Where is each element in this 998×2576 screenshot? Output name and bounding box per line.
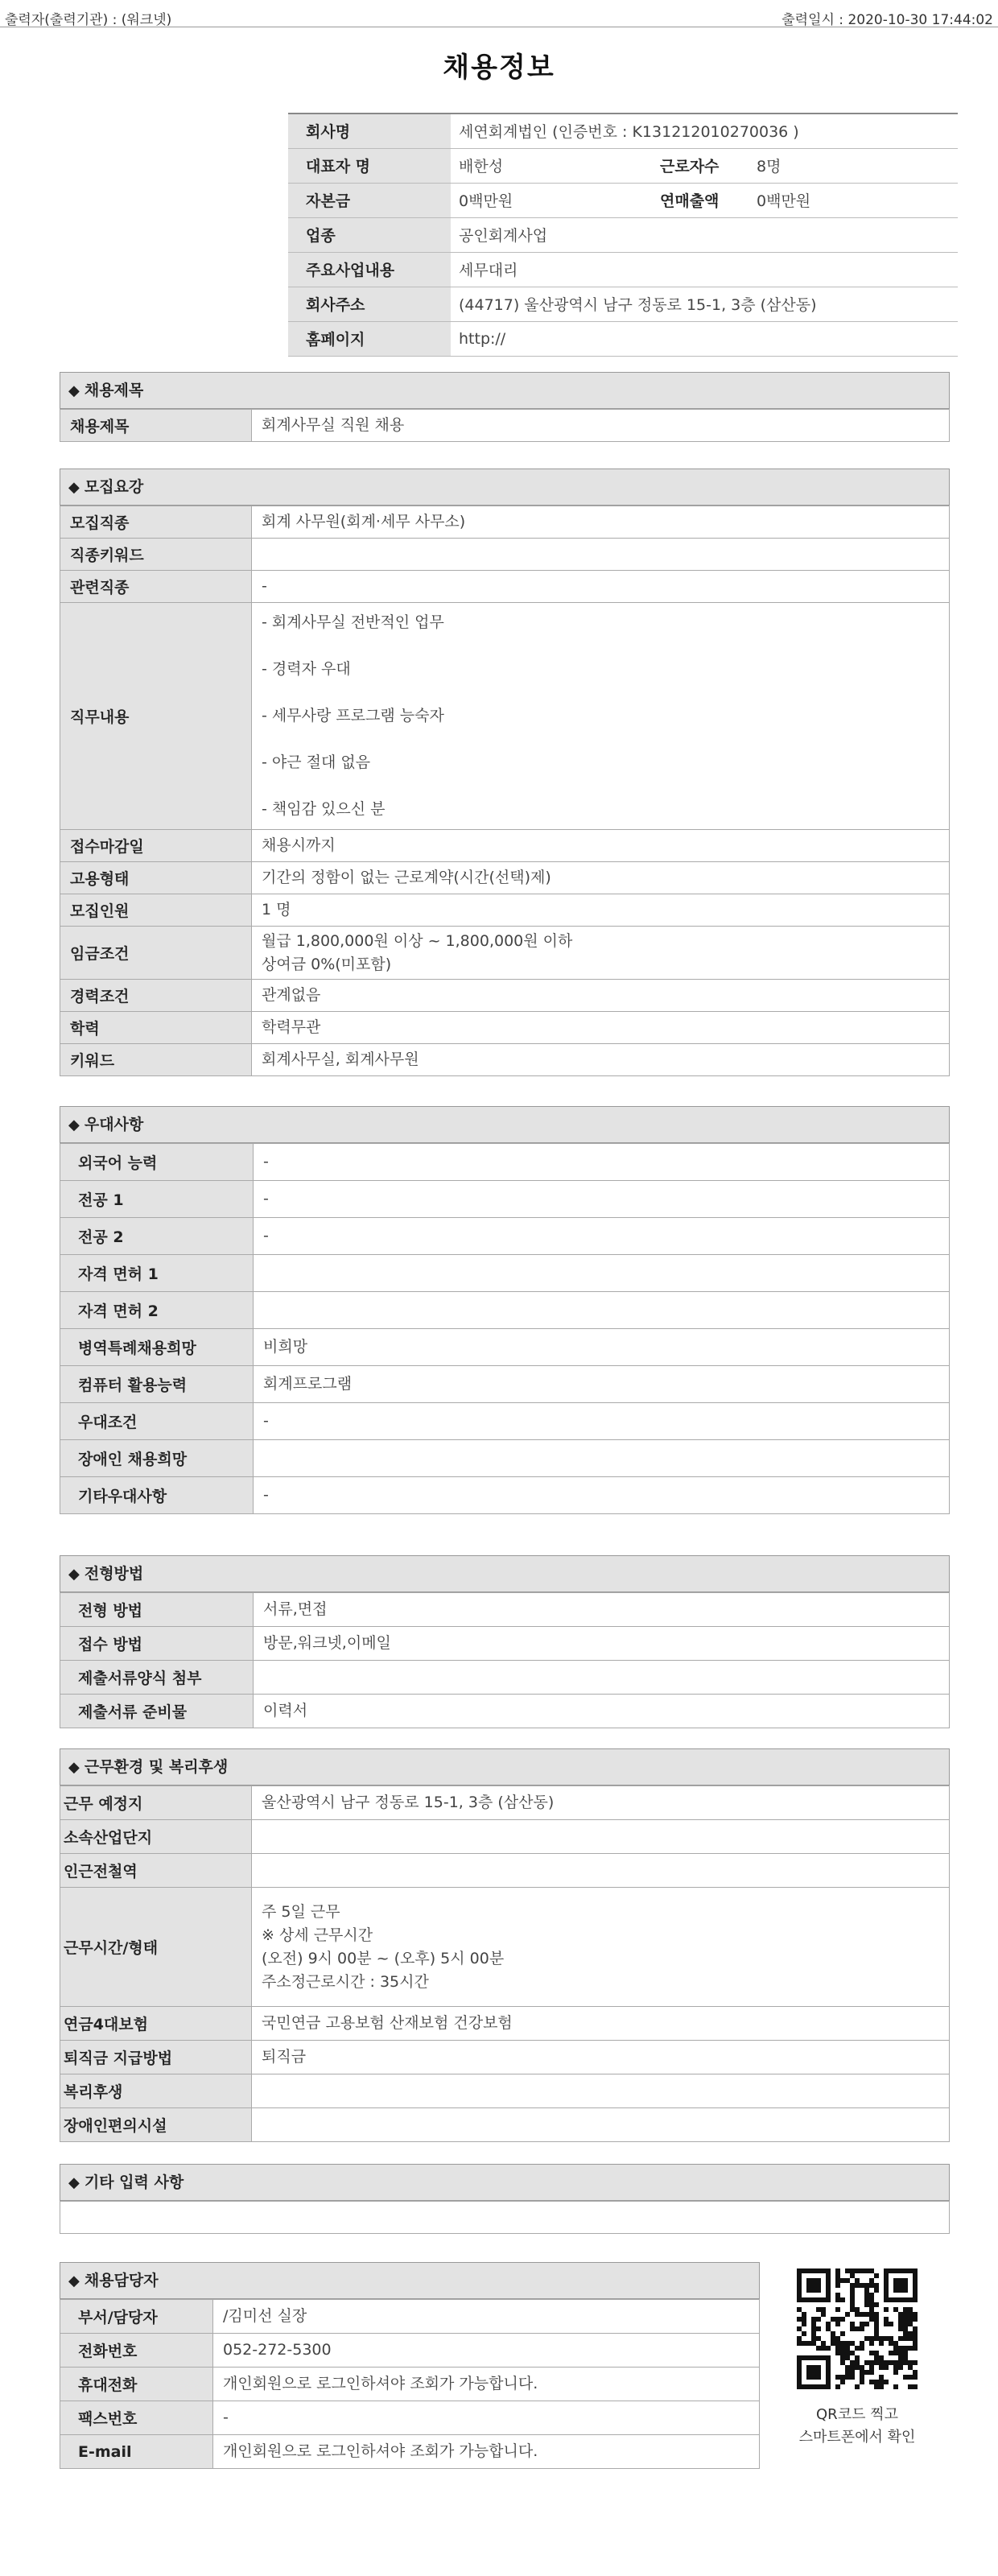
capital-label: 자본금 [288, 183, 451, 217]
print-datetime: 출력일시 : 2020-10-30 17:44:02 [781, 12, 993, 28]
method-label: 접수 방법 [60, 1627, 254, 1661]
workers-label: 근로자수 [652, 148, 748, 183]
company-info-table [288, 113, 958, 357]
diamond-icon: ◆ [68, 2273, 80, 2289]
workers-value: 8명 [748, 148, 958, 183]
env-row [60, 1820, 950, 1854]
method-row [60, 1661, 950, 1695]
recruit-value [252, 539, 950, 571]
industry-value: 공인회계사업 [451, 217, 958, 252]
recruit-label: 학력 [60, 1012, 252, 1044]
contact-section [60, 2262, 760, 2469]
env-value [252, 1820, 950, 1854]
recruit-value: 월급 1,800,000원 이상 ~ 1,800,000원 이하 상여금 0%(미포함) [252, 927, 950, 980]
preference-row [60, 1329, 950, 1366]
job-title-section [60, 372, 950, 442]
diamond-icon: ◆ [68, 479, 80, 496]
method-label: 전형 방법 [60, 1593, 254, 1627]
contact-row [60, 2368, 760, 2401]
contact-value: 개인회원으로 로그인하셔야 조회가 가능합니다. [213, 2368, 760, 2401]
preference-row [60, 1181, 950, 1218]
env-label: 근무 예정지 [60, 1786, 252, 1820]
recruit-value: 회계 사무원(회계·세무 사무소) [252, 506, 950, 539]
env-label: 근무시간/형태 [60, 1888, 252, 2007]
ceo-value: 배한성 [451, 148, 652, 183]
diamond-icon: ◆ [68, 1759, 80, 1776]
contact-table [60, 2299, 760, 2469]
recruit-label: 직종키워드 [60, 539, 252, 571]
preference-row [60, 1255, 950, 1292]
method-row [60, 1627, 950, 1661]
preference-value: - [254, 1181, 950, 1218]
contact-row [60, 2300, 760, 2334]
method-value: 이력서 [254, 1695, 950, 1728]
preference-label: 컴퓨터 활용능력 [60, 1366, 254, 1403]
env-row [60, 2074, 950, 2108]
recruit-row [60, 894, 950, 927]
env-row [60, 1786, 950, 1820]
recruit-value: - 회계사무실 전반적인 업무 - 경력자 우대 - 세무사랑 프로그램 능숙자 - 야근 절대 없음 - 책임감 있으신 분 [252, 603, 950, 830]
qr-caption-2: 스마트폰에서 확인 [798, 2429, 916, 2446]
work-env-table [60, 1785, 950, 2142]
preference-label: 자격 면허 1 [60, 1255, 254, 1292]
preference-label: 장애인 채용희망 [60, 1440, 254, 1477]
recruit-value: 학력무관 [252, 1012, 950, 1044]
job-title-label: 채용제목 [60, 410, 252, 442]
selection-method-section [60, 1555, 950, 1728]
env-value [252, 2074, 950, 2108]
etc-value [60, 2202, 950, 2234]
diamond-icon: ◆ [68, 1117, 80, 1133]
contact-label: 팩스번호 [60, 2401, 213, 2435]
preference-row [60, 1403, 950, 1440]
preference-value [254, 1255, 950, 1292]
section-header: ◆ 우대사항 [60, 1106, 950, 1143]
preference-label: 병역특례채용희망 [60, 1329, 254, 1366]
env-row [60, 2108, 950, 2142]
env-row [60, 2007, 950, 2041]
recruit-label: 고용형태 [60, 862, 252, 894]
env-label: 복리후생 [60, 2074, 252, 2108]
preference-row [60, 1477, 950, 1514]
recruit-row [60, 603, 950, 830]
preference-row [60, 1366, 950, 1403]
section-header: ◆ 채용제목 [60, 372, 950, 409]
recruit-label: 접수마감일 [60, 830, 252, 862]
env-value: 퇴직금 [252, 2041, 950, 2074]
recruit-label: 모집인원 [60, 894, 252, 927]
recruit-row [60, 980, 950, 1012]
work-env-section [60, 1748, 950, 2142]
method-label: 제출서류양식 첨부 [60, 1661, 254, 1695]
recruit-row [60, 571, 950, 603]
homepage-link[interactable]: http:// [451, 321, 958, 356]
contact-value: 개인회원으로 로그인하셔야 조회가 가능합니다. [213, 2435, 760, 2469]
preference-label: 우대조건 [60, 1403, 254, 1440]
env-row [60, 1854, 950, 1888]
homepage-label: 홈페이지 [288, 321, 451, 356]
sales-label: 연매출액 [652, 183, 748, 217]
method-value: 서류,면접 [254, 1593, 950, 1627]
preference-value: - [254, 1477, 950, 1514]
page-title: 채용정보 [443, 52, 555, 84]
selection-method-table [60, 1592, 950, 1728]
recruit-value: 기간의 정함이 없는 근로계약(시간(선택)제) [252, 862, 950, 894]
contact-label: E-mail [60, 2435, 213, 2469]
recruit-label: 키워드 [60, 1044, 252, 1076]
contact-label: 부서/담당자 [60, 2300, 213, 2334]
env-label: 연금4대보험 [60, 2007, 252, 2041]
contact-value: - [213, 2401, 760, 2435]
recruit-label: 경력조건 [60, 980, 252, 1012]
env-label: 장애인편의시설 [60, 2108, 252, 2142]
preference-label: 전공 2 [60, 1218, 254, 1255]
contact-row [60, 2401, 760, 2435]
recruit-value: 회계사무실, 회계사무원 [252, 1044, 950, 1076]
diamond-icon: ◆ [68, 2174, 80, 2191]
recruit-row [60, 830, 950, 862]
env-label: 인근전철역 [60, 1854, 252, 1888]
industry-label: 업종 [288, 217, 451, 252]
recruit-table [60, 506, 950, 1076]
recruit-section [60, 469, 950, 1076]
address-label: 회사주소 [288, 287, 451, 321]
diamond-icon: ◆ [68, 382, 80, 399]
recruit-value: 채용시까지 [252, 830, 950, 862]
etc-section [60, 2164, 950, 2234]
recruit-label: 모집직종 [60, 506, 252, 539]
preference-value: - [254, 1403, 950, 1440]
diamond-icon: ◆ [68, 1566, 80, 1583]
qr-caption-1: QR코드 찍고 [816, 2406, 898, 2423]
recruit-value: - [252, 571, 950, 603]
env-label: 퇴직금 지급방법 [60, 2041, 252, 2074]
recruit-row [60, 862, 950, 894]
company-name-value: 세연회계법인 (인증번호 : K131212010270036 ) [451, 114, 958, 148]
print-header [0, 5, 998, 27]
method-label: 제출서류 준비물 [60, 1695, 254, 1728]
contact-value: 052-272-5300 [213, 2334, 760, 2368]
contact-row [60, 2435, 760, 2469]
recruit-row [60, 539, 950, 571]
recruit-value: 관계없음 [252, 980, 950, 1012]
env-row [60, 2041, 950, 2074]
business-label: 주요사업내용 [288, 252, 451, 287]
preference-row [60, 1218, 950, 1255]
env-value [252, 2108, 950, 2142]
contact-label: 전화번호 [60, 2334, 213, 2368]
preference-label: 기타우대사항 [60, 1477, 254, 1514]
recruit-row [60, 1012, 950, 1044]
preference-value: 비희망 [254, 1329, 950, 1366]
capital-value: 0백만원 [451, 183, 652, 217]
recruit-value: 1 명 [252, 894, 950, 927]
section-header: ◆ 전형방법 [60, 1555, 950, 1592]
preference-value: 회계프로그램 [254, 1366, 950, 1403]
recruit-label: 직무내용 [60, 603, 252, 830]
recruit-label: 관련직종 [60, 571, 252, 603]
recruit-row [60, 927, 950, 980]
section-header: ◆ 모집요강 [60, 469, 950, 506]
preference-label: 전공 1 [60, 1181, 254, 1218]
preference-row [60, 1292, 950, 1329]
recruit-row [60, 1044, 950, 1076]
env-value: 울산광역시 남구 정동로 15-1, 3층 (삼산동) [252, 1786, 950, 1820]
preference-label: 자격 면허 2 [60, 1292, 254, 1329]
qr-code-icon[interactable] [797, 2268, 918, 2389]
recruit-label: 임금조건 [60, 927, 252, 980]
env-value: 주 5일 근무 ※ 상세 근무시간 (오전) 9시 00분 ~ (오후) 5시 00분 주소정근로시간 : 35시간 [252, 1888, 950, 2007]
preference-section [60, 1106, 950, 1514]
job-title-value: 회계사무실 직원 채용 [252, 410, 950, 442]
section-header: ◆ 채용담당자 [60, 2262, 760, 2299]
method-row [60, 1695, 950, 1728]
preference-value: - [254, 1218, 950, 1255]
printer-info: 출력자(출력기관) : (워크넷) [5, 12, 172, 28]
qr-block [781, 2268, 934, 2449]
env-value [252, 1854, 950, 1888]
address-value: (44717) 울산광역시 남구 정동로 15-1, 3층 (삼산동) [451, 287, 958, 321]
company-name-label: 회사명 [288, 114, 451, 148]
section-header: ◆ 근무환경 및 복리후생 [60, 1748, 950, 1785]
method-value [254, 1661, 950, 1695]
ceo-label: 대표자 명 [288, 148, 451, 183]
env-value: 국민연금 고용보험 산재보험 건강보험 [252, 2007, 950, 2041]
contact-row [60, 2334, 760, 2368]
env-row [60, 1888, 950, 2007]
env-label: 소속산업단지 [60, 1820, 252, 1854]
contact-value: /김미선 실장 [213, 2300, 760, 2334]
method-row [60, 1593, 950, 1627]
preference-label: 외국어 능력 [60, 1144, 254, 1181]
preference-row [60, 1144, 950, 1181]
recruit-row [60, 506, 950, 539]
method-value: 방문,워크넷,이메일 [254, 1627, 950, 1661]
sales-value: 0백만원 [748, 183, 958, 217]
business-value: 세무대리 [451, 252, 958, 287]
preference-table [60, 1143, 950, 1514]
contact-label: 휴대전화 [60, 2368, 213, 2401]
preference-value: - [254, 1144, 950, 1181]
section-header: ◆ 기타 입력 사항 [60, 2164, 950, 2201]
preference-value [254, 1292, 950, 1329]
preference-row [60, 1440, 950, 1477]
preference-value [254, 1440, 950, 1477]
